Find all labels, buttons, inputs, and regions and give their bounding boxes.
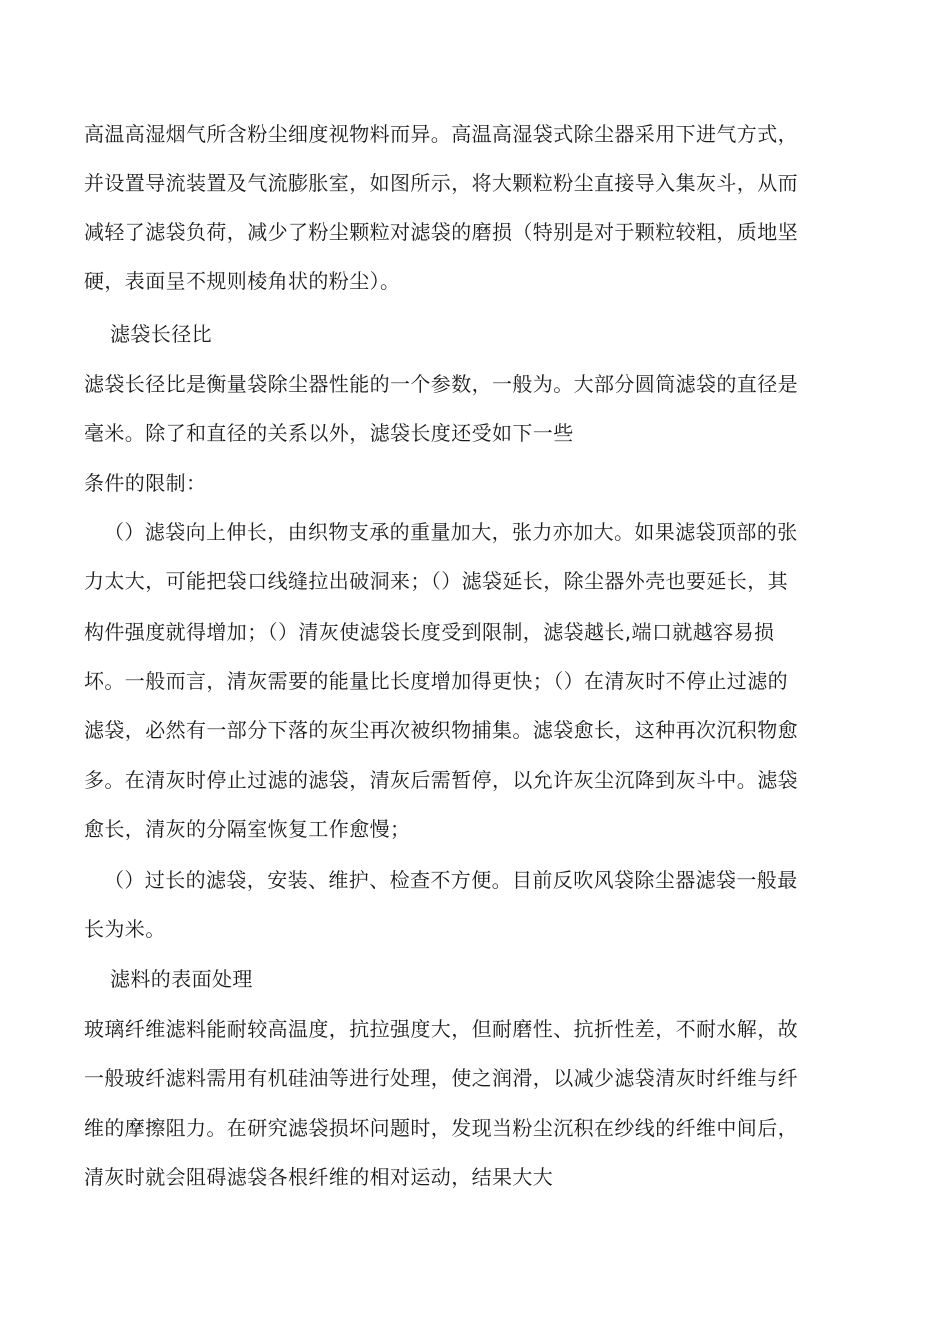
- section-heading-surface: 滤料的表面处理: [110, 967, 253, 991]
- paragraph-3-line-3: 构件强度就得增加；（）清灰使滤袋长度受到限制，滤袋越长,端口就越容易损: [84, 620, 775, 644]
- paragraph-5-line-4: 清灰时就会阻碍滤袋各根纤维的相对运动，结果大大: [84, 1165, 554, 1189]
- paragraph-3-line-1: （）滤袋向上伸长，由织物支承的重量加大，张力亦加大。如果滤袋顶部的张: [104, 520, 798, 544]
- paragraph-5-line-3: 维的摩擦阻力。在研究滤袋损坏问题时，发现当粉尘沉积在纱线的纤维中间后，: [84, 1116, 798, 1140]
- paragraph-2-line-3: 条件的限制：: [84, 471, 207, 495]
- paragraph-1-line-4: 硬，表面呈不规则棱角状的粉尘）。: [84, 269, 401, 293]
- paragraph-4-line-2: 长为米。: [84, 917, 166, 941]
- paragraph-1-line-2: 并设置导流装置及气流膨胀室，如图所示，将大颗粒粉尘直接导入集灰斗，从而: [84, 171, 798, 195]
- paragraph-1-line-3: 减轻了滤袋负荷，减少了粉尘颗粒对滤袋的磨损（特别是对于颗粒较粗，质地坚: [84, 220, 798, 244]
- paragraph-2-line-2: 毫米。除了和直径的关系以外，滤袋长度还受如下一些: [84, 421, 574, 445]
- paragraph-3-line-7: 愈长，清灰的分隔室恢复工作愈慢；: [84, 817, 411, 841]
- paragraph-2-line-1: 滤袋长径比是衡量袋除尘器性能的一个参数，一般为。大部分圆筒滤袋的直径是: [84, 372, 798, 396]
- paragraph-4-line-1: （）过长的滤袋，安装、维护、检查不方便。目前反吹风袋除尘器滤袋一般最: [104, 868, 798, 892]
- paragraph-3-line-4: 坏。一般而言，清灰需要的能量比长度增加得更快；（）在清灰时不停止过滤的: [84, 669, 788, 693]
- paragraph-5-line-2: 一般玻纤滤料需用有机硅油等进行处理，使之润滑，以减少滤袋清灰时纤维与纤: [84, 1066, 798, 1090]
- paragraph-1-line-1: 高温高湿烟气所含粉尘细度视物料而异。高温高湿袋式除尘器采用下进气方式，: [84, 122, 798, 146]
- section-heading-ratio: 滤袋长径比: [110, 322, 212, 346]
- paragraph-3-line-5: 滤袋，必然有一部分下落的灰尘再次被织物捕集。滤袋愈长，这种再次沉积物愈: [84, 718, 798, 742]
- paragraph-5-line-1: 玻璃纤维滤料能耐较高温度，抗拉强度大，但耐磨性、抗折性差，不耐水解，故: [84, 1017, 798, 1041]
- paragraph-3-line-2: 力太大，可能把袋口线缝拉出破洞来；（）滤袋延长，除尘器外壳也要延长，其: [84, 569, 788, 593]
- paragraph-3-line-6: 多。在清灰时停止过滤的滤袋，清灰后需暂停，以允许灰尘沉降到灰斗中。滤袋: [84, 768, 798, 792]
